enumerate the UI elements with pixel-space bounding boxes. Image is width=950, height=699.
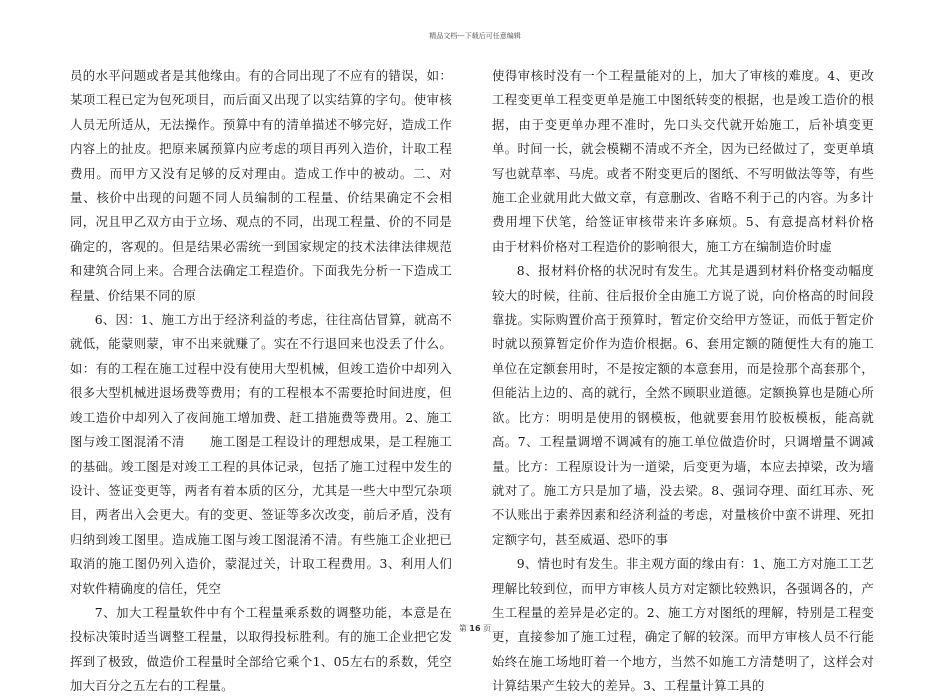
paragraph: 8、报材料价格的状况时有发生。尤其是遇到材料价格变动幅度较大的时候，往前、往后报价全由施工方说了说，向价格高的时间段靠拢。实际购置价高于预算时，暂定价交给甲方签证，而低于暂定价时就以预算暂定价作为造价根据。6、套用定额的随便性大有的施工单位在定额套用时，不是按定额的本意套用，而是捡那个高套那个，但能沾上边的、高的就行，全然不顾职业道德。定额换算也是随心所欲。比方：明明是使用的钢模板，他就要套用竹胶板模板，能高就高。7、工程量调增不调减有的施工单位做造价时，只调增量不调减量。比方：工程原设计为一道梁，后变更为墙，本应去掉梁，改为墙就对了。施工方只是加了墙，没去梁。8、强词夺理、面红耳赤、死不认账出于素养因素和经济利益的考虑，对量核价中蛮不讲理、死扣定额字句，甚至威逼、恐吓的事 <box>492 263 874 547</box>
paragraph: 使得审核时没有一个工程量能对的上，加大了审核的难度。4、更改工程变更单工程变更单是施工中图纸转变的根据，也是竣工造价的根据，由于变更单办理不准时，先口头交代就开始施工，后补填变更单。时间一长，就会模糊不清或不齐全，因为已经做过了，变更单填写也就草率、马虎。或者不附变更后的图纸、不写明做法等等，有些施工企业就用此大做文章，有意删改、省略不利于己的内容。为多计费用埋下伏笔，给签证审核带来许多麻烦。5、有意提高材料价格 由于材料价格对工程造价的影响很大，施工方在编制造价时虚 <box>492 68 900 254</box>
paragraph: 6、因：1、施工方出于经济利益的考虑，往往高估冒算，就高不就低，能蒙则蒙，审不出来就赚了。实在不行退回来也没丢了什么。如：有的工程在施工过程中没有使用大型机械，但竣工造价中却列入很多大型机械进退场费等费用；有的工程根本不需要抢时间进度，但竣工造价中却列入了夜间施工增加费、赶工措施费等费用。2、施工图与竣工图混淆不清 施工图是工程设计的理想成果，是工程施工的基础。竣工图是对竣工工程的具体记录，包括了施工过程中发生的设计、签证变更等，两者有着本质的区分，尤其是一些大中型冗杂项目，两者出入会更大。有的变更、签证等多次改变，前后矛盾，没有归纳到竣工图里。造成施工图与竣工图混淆不清。有些施工企业把已取消的施工图仍列入造价，蒙混过关，计取工程费用。3、利用人们对软件精确度的信任，凭空 <box>70 312 452 596</box>
paragraph: 员的水平问题或者是其他缘由。有的合同出现了不应有的错误，如：某项工程已定为包死项目，而后面又出现了以实结算的字句。使审核人员无所适从，无法操作。预算中有的清单描述不够完好，造成工作内容上的扯皮。把原来属预算内应考虑的项目再列入造价，计取工程费用。而甲方又没有足够的反对理由。造成工作中的被动。二、对量、核价中出现的问题不同人员编制的工程量、价结果确定不会相同，况且甲乙双方由于立场、观点的不同，出现工程量、价的不同是确定的，客观的。但是结果必需统一到国家规定的技术法律法律规范和建筑合同上来。合理合法确定工程造价。下面我先分析一下造成工程量、价结果不同的原 <box>70 68 452 303</box>
page-number-prefix: 第 <box>458 624 467 633</box>
page-number: 16 <box>469 624 481 633</box>
paragraph: 7、加大工程量软件中有个工程量乘系数的调整功能，本意是在投标决策时适当调整工程量，以取得投标胜利。有的施工企业把它发挥到了极致，做造价工程量时全部给它乘个1、05左右的系数，凭空加大百分之五左右的工程量。 <box>70 604 452 694</box>
paragraph: 9、情也时有发生。非主观方面的缘由有：1、施工方对施工工艺理解比较到位，而甲方审核人员方对定额比较熟识，各强调各的，产生工程量的差异是必定的。2、施工方对图纸的理解，特别是工程变更，直接参加了施工过程，确定了解的较深。而甲方审核人员不行能始终在施工场地盯着一个地方，当然不如施工方清楚明了，这样会对计算结果产生较大的差异。3、工程量计算工具的 <box>492 556 874 694</box>
page-footer <box>0 623 950 634</box>
left-column <box>70 64 452 699</box>
page-number-suffix: 页 <box>483 624 492 633</box>
page-header: 精品文档---下载后可任意编辑 <box>429 32 521 40</box>
right-column <box>492 64 900 699</box>
